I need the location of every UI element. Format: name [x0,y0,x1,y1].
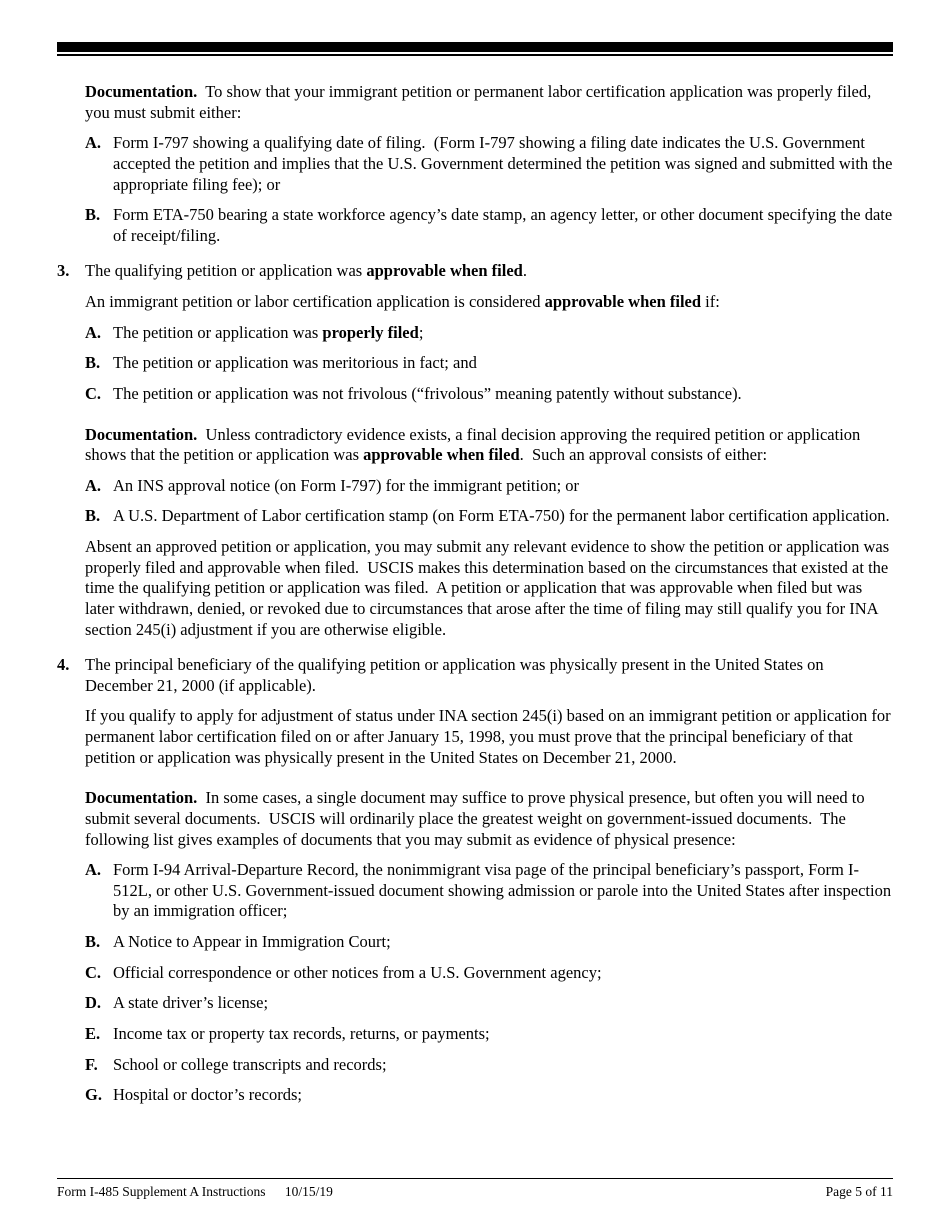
item-text [113,1085,893,1106]
lettered-item-a [85,476,893,497]
footer-form-title: Form I-485 Supplement A Instructions [57,1184,266,1199]
lettered-item-b [85,506,893,527]
item-label: B. [85,205,101,225]
lettered-item-c [85,384,893,405]
text-segment: The petition or application was not frivolous (“frivolous” meaning patently without substance). [113,383,742,403]
lettered-item-a [85,860,896,922]
item-text [113,506,893,527]
footer-edition-date: 10/15/19 [284,1184,333,1199]
bold-text-segment: approvable when filed [363,445,520,465]
lettered-item-g [85,1085,893,1106]
item-text [113,963,893,984]
page-footer [57,1178,893,1200]
paragraph-documentation-filing [85,82,893,123]
item-label: A. [85,475,102,495]
bold-text-segment: approvable when filed [544,292,702,311]
text-segment: If you qualify to apply for adjustment of status under INA section 245(i) based on an immigrant petition or application for permanent labor certification filed on or after January 15, 1998, you must prove that the principal beneficiary of that petition or application was physically present in the United States on December 21, 2000. [85,706,895,767]
item-label: A. [85,322,102,342]
item-label: D. [85,993,102,1013]
item-label: 4. [57,655,70,675]
text-segment: Form I-797 showing a qualifying date of filing. (Form I-797 showing a filing date indicates the U.S. Government accepted the petition and implies that the U.S. Government determined the petition was signed and submitted with the appropriate filing fee); or [113,133,897,194]
text-segment: The petition or application was [113,322,323,342]
item-label: A. [85,860,102,880]
lettered-item-b [85,932,893,953]
text-segment: An INS approval notice (on Form I-797) for the immigrant petition; or [113,475,580,495]
item-text [113,993,893,1014]
text-segment: The principal beneficiary of the qualifying petition or application was physically present in the United States on December 21, 2000 (if applicable). [85,655,828,695]
lettered-item-a [85,323,893,344]
text-segment: A state driver’s license; [113,993,269,1013]
bold-text-segment: Documentation. [85,82,198,101]
lettered-item-b [85,205,897,246]
lettered-item-c [85,963,893,984]
item-label: E. [85,1023,101,1043]
text-segment: Official correspondence or other notices from a U.S. Government agency; [113,962,602,982]
item-label: B. [85,353,101,373]
text-segment: . Such an approval consists of either: [519,445,768,465]
text-segment: The petition or application was meritorious in fact; and [113,353,477,373]
item-text [113,860,896,922]
text-segment: An immigrant petition or labor certification application is considered [85,292,545,311]
footer-page-number: Page 5 of 11 [825,1184,893,1199]
text-segment: School or college transcripts and records; [113,1054,387,1074]
item-text [113,932,893,953]
text-segment: Hospital or doctor’s records; [113,1085,302,1105]
item-text [113,205,897,246]
item-label: F. [85,1054,98,1074]
item-text [85,261,893,282]
text-segment: Income tax or property tax records, returns, or payments; [113,1023,490,1043]
text-segment: Form I-94 Arrival-Departure Record, the nonimmigrant visa page of the principal beneficiary’s passport, Form I-512L, or other U.S. Government-issued document showing admission or parole into the United States after inspection by an immigration officer; [113,860,896,921]
item-label: 3. [57,261,70,281]
top-rule-thick [57,42,893,52]
bold-text-segment: properly filed [322,322,419,342]
text-segment: A Notice to Appear in Immigration Court; [113,932,391,951]
item-label: C. [85,383,102,403]
text-segment: if: [701,292,720,311]
item-text [85,655,893,696]
numbered-item-3 [57,261,893,282]
footer-left [57,1184,333,1200]
lettered-item-e [85,1024,893,1045]
paragraph-qualify-245i [85,706,893,768]
text-segment: To show that your immigrant petition or permanent labor certification application was properly filed, you must submit either: [85,82,876,122]
text-segment: Absent an approved petition or application, you may submit any relevant evidence to show the petition or application was properly filed and approvable when filed. USCIS makes this determination based on the circumstances that existed at the time the qualifying petition or application was filed. A petition or application that was approvable when filed but was later withdrawn, denied, or revoked due to circumstances that arose after the time of filing may still qualify you for INA section 245(i) adjustment if you are otherwise eligible. [85,537,894,639]
item-text [113,384,893,405]
item-text [113,476,893,497]
item-label: C. [85,962,102,982]
lettered-item-b [85,353,893,374]
item-text [113,1024,893,1045]
lettered-item-a [85,133,897,195]
numbered-item-4 [57,655,893,696]
paragraph-documentation-presence [85,788,893,850]
item-label: B. [85,506,101,526]
item-text [113,353,893,374]
item-label: G. [85,1085,102,1105]
item-label: B. [85,932,101,951]
item-text [113,1055,893,1076]
bold-text-segment: Documentation. [85,424,198,444]
item-text [113,323,893,344]
text-segment: ; [418,322,424,342]
text-segment: Form ETA-750 bearing a state workforce agency’s date stamp, an agency letter, or other document specifying the date of receipt/filing. [113,205,897,245]
text-segment: A U.S. Department of Labor certification stamp (on Form ETA-750) for the permanent labor certification application. [113,506,890,526]
lettered-item-d [85,993,893,1014]
lettered-item-f [85,1055,893,1076]
paragraph-absent-approved [85,537,893,640]
item-text [113,133,897,195]
text-segment: The qualifying petition or application was [85,261,367,281]
text-segment: Unless contradictory evidence exists, a final decision approving the required petition or application shows that the petition or application was [85,424,865,465]
text-segment: . [522,261,527,281]
item-label: A. [85,133,102,153]
bold-text-segment: approvable when filed [366,261,523,281]
top-rule-thin [57,54,893,56]
bold-text-segment: Documentation. [85,788,198,808]
paragraph-approvable-definition [85,292,893,313]
page-content [57,82,897,1106]
text-segment: In some cases, a single document may suffice to prove physical presence, but often you will need to submit several documents. USCIS will ordinarily place the greatest weight on government-issued documents. The following list gives examples of documents that you may submit as evidence of physical presence: [85,788,869,849]
paragraph-documentation-approvable [85,425,893,466]
